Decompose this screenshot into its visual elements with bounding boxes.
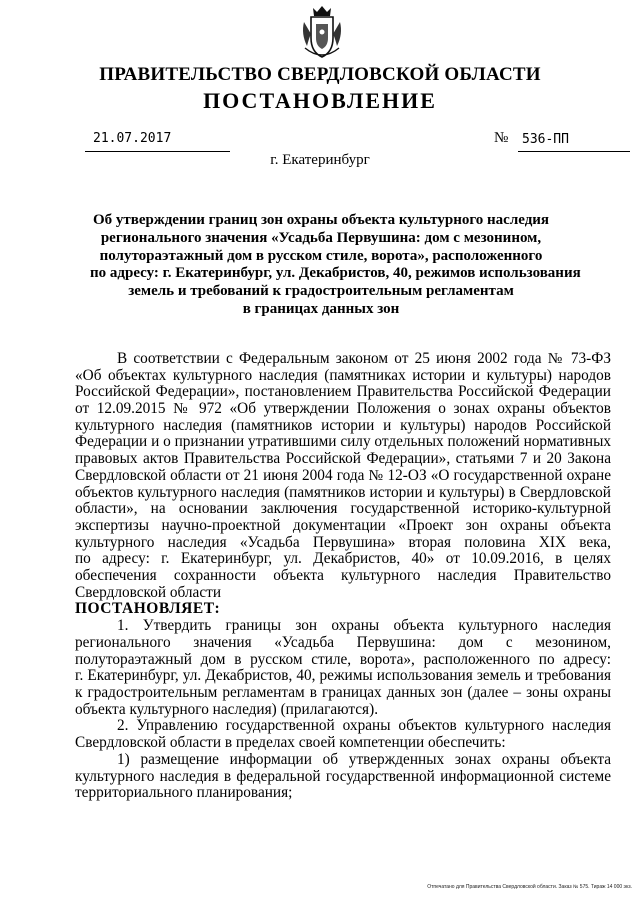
preamble-line: обеспечения сохранности объекта культурного наследия Правительство: [75, 566, 611, 584]
document-number: 536-ПП: [518, 132, 630, 152]
item1-line: полутораэтажный дом в русском стиле, ворота», расположенного по адресу:: [75, 650, 611, 668]
preamble-line: правовых актов Правительства Российской Федерации», статьями 7 и 20 Закона: [75, 450, 611, 468]
item1-line: регионального значения «Усадьба Первушина: дом с мезонином,: [75, 634, 611, 651]
preamble-line: от 12.09.2015 № 972 «Об утверждении Положения о зонах охраны объектов: [75, 400, 611, 418]
organization-name: ПРАВИТЕЛЬСТВО СВЕРДЛОВСКОЙ ОБЛАСТИ: [99, 64, 541, 85]
preamble-line: объектов культурного наследия (памятников истории и культуры) в Свердловской: [75, 483, 611, 501]
item2-1-line: культурного наследия в федеральной государственной информационной системе: [75, 767, 611, 785]
title-line: полутораэтажный дом в русском стиле, ворота», расположенного: [99, 247, 543, 264]
document-type: ПОСТАНОВЛЕНИЕ: [203, 88, 437, 113]
document-date: 21.07.2017: [85, 131, 230, 152]
document-body: [75, 351, 611, 802]
item1-line: объекта культурного наследия) (прилагаются).: [75, 700, 379, 718]
item2-1-line: 1) размещение информации об утвержденных зонах охраны объекта: [117, 750, 611, 768]
item2-line: Свердловской области в пределах своей компетенции обеспечить:: [75, 734, 506, 752]
preamble-line: культурного наследия «Усадьба Первушина» вторая половина XIX века,: [75, 533, 611, 551]
title-line: по адресу: г. Екатеринбург, ул. Декабристов, 40, режимов использования: [90, 265, 581, 282]
title-line: Об утверждении границ зон охраны объекта культурного наследия: [92, 212, 550, 228]
preamble-line: области», на основании заключения государственной историко-культурной: [75, 500, 611, 518]
title-line: регионального значения «Усадьба Первушина: дом с мезонином,: [100, 229, 542, 246]
document-title: [90, 212, 581, 319]
item1-line: 1. Утвердить границы зон охраны объекта культурного наследия: [117, 617, 611, 635]
preamble-line: «Об объектах культурного наследия (памятниках истории и культуры) народов: [75, 366, 611, 384]
city-name: г. Екатеринбург: [270, 152, 370, 168]
print-footnote: Отпечатано для Правительства Свердловской области. Заказ № 575. Тираж 14 000 экз.: [427, 884, 632, 890]
item1-line: г. Екатеринбург, ул. Декабристов, 40, режимы использования земель и требования: [75, 667, 611, 685]
item2-1-line: территориального планирования;: [75, 784, 293, 802]
preamble-line: по адресу: г. Екатеринбург, ул. Декабристов, 40» от 10.09.2016, в целях: [75, 550, 611, 568]
preamble-line: Свердловской области от 21 июня 2004 года № 12-ОЗ «О государственной охране: [75, 466, 611, 484]
title-line: в границах данных зон: [242, 300, 400, 317]
preamble-line: культурного наследия (памятников истории и культуры) народов Российской: [75, 416, 611, 434]
preamble-line: Российской Федерации», постановлением Правительства Российской Федерации: [75, 383, 611, 401]
preamble-line: В соответствии с Федеральным законом от 25 июня 2002 года № 73-ФЗ: [117, 350, 611, 367]
title-line: земель и требований к градостроительным регламентам: [128, 283, 514, 300]
preamble-line: экспертизы научно-проектной документации «Проект зон охраны объекта: [75, 516, 611, 534]
item2-line: 2. Управлению государственной охраны объектов культурного наследия: [117, 717, 611, 735]
resolution-keyword: ПОСТАНОВЛЯЕТ:: [75, 600, 221, 618]
preamble-line: Федерации и о признании утратившими силу отдельных положений нормативных: [75, 433, 611, 451]
number-sign: №: [494, 130, 509, 146]
item1-line: к градостроительным регламентам в границах данных зон (далее – зоны охраны: [75, 684, 611, 702]
coat-of-arms-emblem: [299, 4, 345, 60]
preamble-line: Свердловской области: [75, 583, 222, 601]
